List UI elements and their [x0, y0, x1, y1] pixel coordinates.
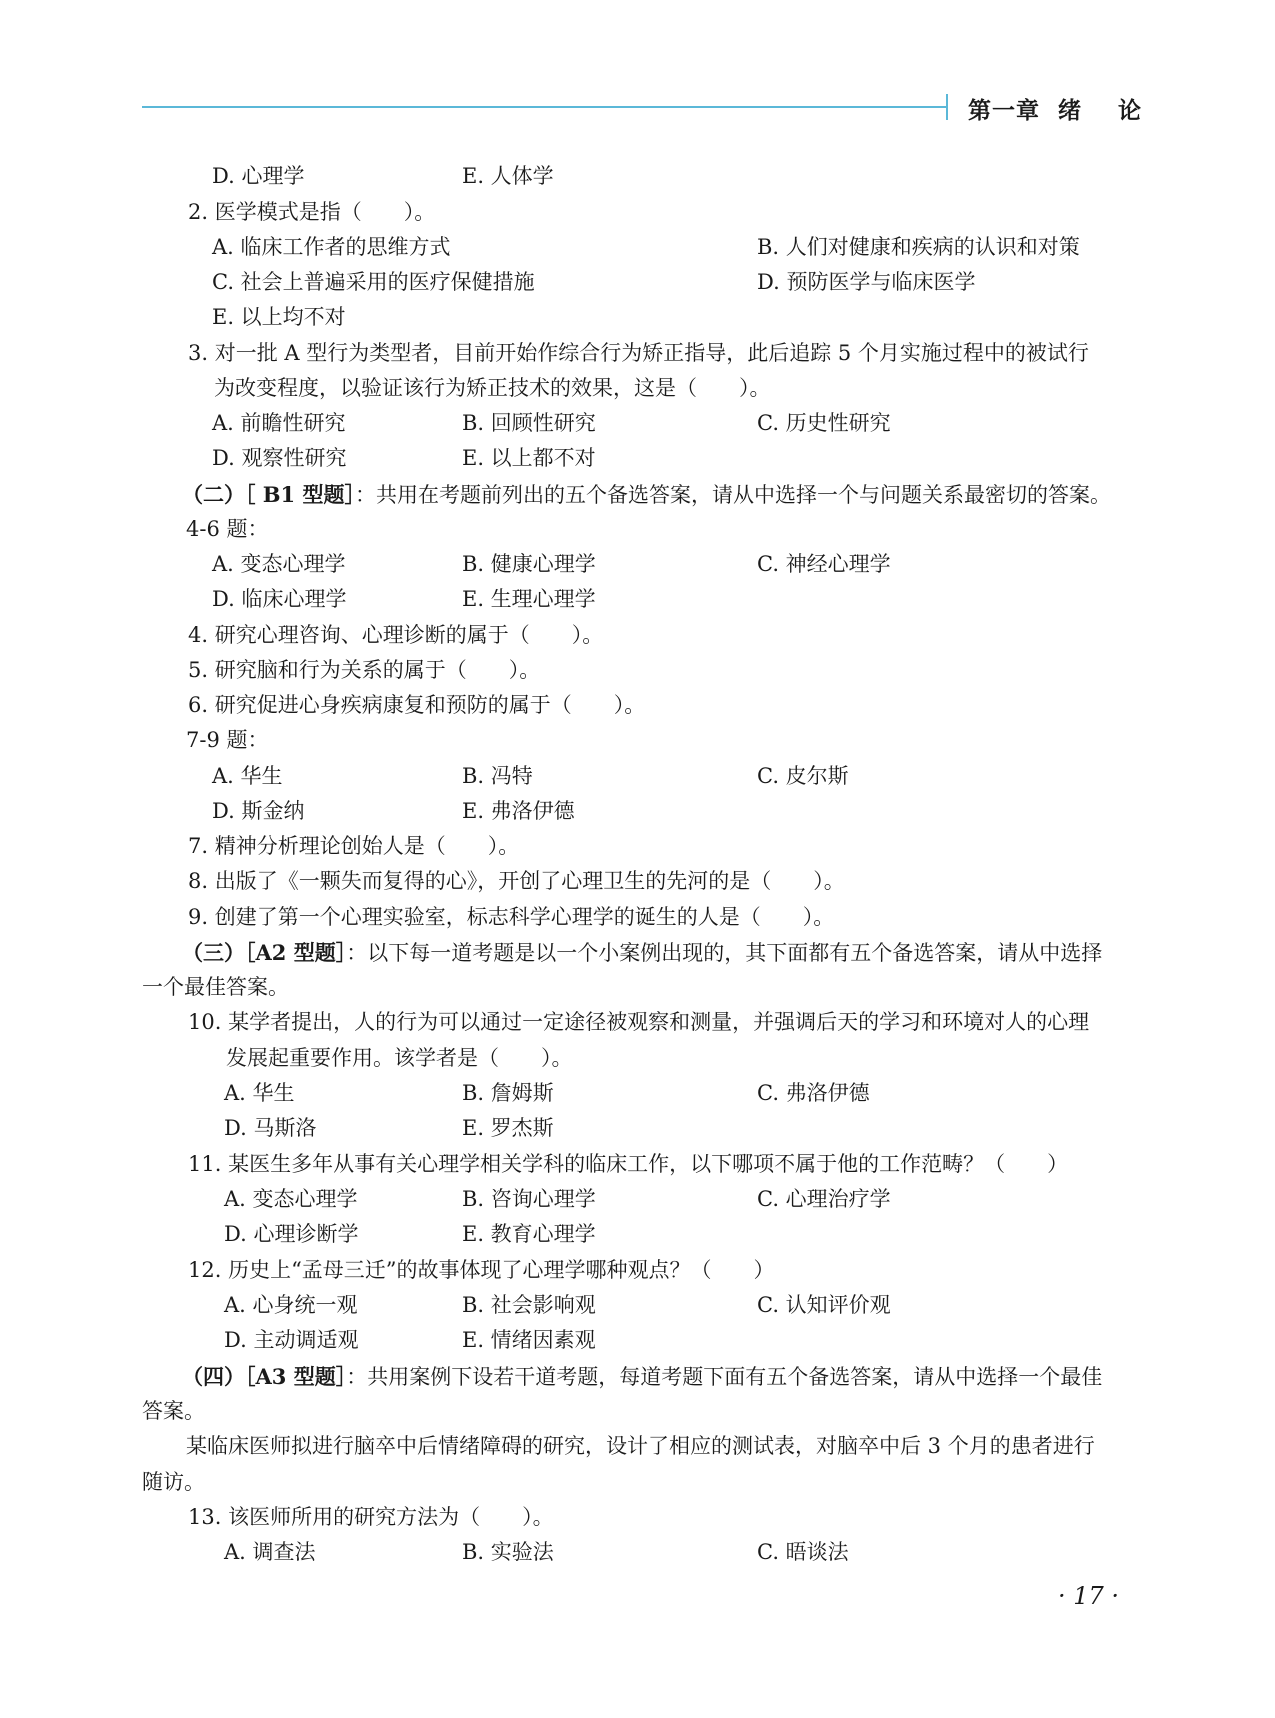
section-description-cont: 答案。 — [142, 1399, 205, 1423]
section-title: （四）［A3 型题］ — [182, 1364, 347, 1389]
question-stem: 4. 研究心理咨询、心理诊断的属于（ ）。 — [188, 623, 604, 647]
option-e: E. 生理心理学 — [462, 587, 596, 611]
option-a: A. 前瞻性研究 — [212, 411, 346, 435]
group-label: 7-9 题： — [186, 728, 269, 752]
chapter-title: 第一章 绪 论 — [968, 97, 1143, 124]
question-stem: 10. 某学者提出，人的行为可以通过一定途径被观察和测量，并强调后天的学习和环境对人的心理 — [188, 1010, 1090, 1034]
option-d: D. 预防医学与临床医学 — [757, 270, 976, 294]
question-stem-cont: 为改变程度，以验证该行为矫正技术的效果，这是（ ）。 — [214, 376, 771, 400]
option-e: E. 情绪因素观 — [462, 1328, 596, 1352]
option-d: D. 心理诊断学 — [224, 1222, 359, 1246]
section-heading — [182, 942, 1102, 964]
option-c: C. 神经心理学 — [757, 552, 891, 576]
section-description: ：共用案例下设若干道考题，每道考题下面有五个备选答案，请从中选择一个最佳 — [346, 1365, 1103, 1389]
question-stem: 7. 精神分析理论创始人是（ ）。 — [188, 834, 520, 858]
question-stem: 3. 对一批 A 型行为类型者，目前开始作综合行为矫正指导，此后追踪 5 个月实施过程中的被试行 — [188, 341, 1089, 365]
option-b: B. 回顾性研究 — [462, 411, 596, 435]
question-stem: 12. 历史上“孟母三迁”的故事体现了心理学哪种观点？（ ） — [188, 1258, 775, 1282]
section-description-cont: 一个最佳答案。 — [142, 975, 289, 999]
question-stem: 9. 创建了第一个心理实验室，标志科学心理学的诞生的人是（ ）。 — [188, 905, 835, 929]
option-a: A. 调查法 — [224, 1540, 316, 1564]
option-d: D. 心理学 — [212, 164, 305, 188]
option-b: B. 詹姆斯 — [462, 1081, 554, 1105]
case-text: 某临床医师拟进行脑卒中后情绪障碍的研究，设计了相应的测试表，对脑卒中后 3 个月的患者进行 — [186, 1434, 1095, 1458]
question-stem-cont: 发展起重要作用。该学者是（ ）。 — [226, 1046, 573, 1070]
option-d: D. 主动调适观 — [224, 1328, 359, 1352]
group-label: 4-6 题： — [186, 517, 269, 541]
option-a: A. 华生 — [212, 764, 283, 788]
section-title: （二）［ B1 型题］ — [182, 482, 355, 507]
option-d: D. 马斯洛 — [224, 1116, 317, 1140]
option-c: C. 心理治疗学 — [757, 1187, 891, 1211]
option-a: A. 华生 — [224, 1081, 295, 1105]
question-stem: 5. 研究脑和行为关系的属于（ ）。 — [188, 658, 541, 682]
section-heading — [182, 1366, 1102, 1388]
section-heading — [182, 484, 1111, 506]
header-rule — [142, 106, 946, 108]
option-b: B. 咨询心理学 — [462, 1187, 596, 1211]
option-c: C. 历史性研究 — [757, 411, 891, 435]
question-stem: 2. 医学模式是指（ ）。 — [188, 200, 436, 224]
option-b: B. 社会影响观 — [462, 1293, 596, 1317]
option-a: A. 临床工作者的思维方式 — [212, 235, 451, 259]
question-stem: 6. 研究促进心身疾病康复和预防的属于（ ）。 — [188, 693, 646, 717]
option-e: E. 以上都不对 — [462, 446, 596, 470]
section-description: ：共用在考题前列出的五个备选答案，请从中选择一个与问题关系最密切的答案。 — [354, 483, 1111, 507]
option-b: B. 健康心理学 — [462, 552, 596, 576]
page-number: · 17 · — [1058, 1582, 1120, 1610]
option-a: A. 变态心理学 — [224, 1187, 358, 1211]
option-c: C. 社会上普遍采用的医疗保健措施 — [212, 270, 535, 294]
option-e: E. 罗杰斯 — [462, 1116, 554, 1140]
option-e: E. 人体学 — [462, 164, 554, 188]
section-description: ：以下每一道考题是以一个小案例出现的，其下面都有五个备选答案，请从中选择 — [346, 941, 1103, 965]
option-c: C. 晤谈法 — [757, 1540, 849, 1564]
option-c: C. 弗洛伊德 — [757, 1081, 870, 1105]
header-rule-tick — [946, 94, 948, 120]
option-e: E. 教育心理学 — [462, 1222, 596, 1246]
option-c: C. 认知评价观 — [757, 1293, 891, 1317]
option-c: C. 皮尔斯 — [757, 764, 849, 788]
option-b: B. 实验法 — [462, 1540, 554, 1564]
case-text-cont: 随访。 — [142, 1470, 205, 1494]
question-stem: 13. 该医师所用的研究方法为（ ）。 — [188, 1505, 554, 1529]
option-a: A. 心身统一观 — [224, 1293, 358, 1317]
option-e: E. 弗洛伊德 — [462, 799, 575, 823]
option-b: B. 人们对健康和疾病的认识和对策 — [757, 235, 1080, 259]
question-stem: 11. 某医生多年从事有关心理学相关学科的临床工作，以下哪项不属于他的工作范畴？（ ） — [188, 1152, 1069, 1176]
section-title: （三）［A2 型题］ — [182, 940, 347, 965]
option-e: E. 以上均不对 — [212, 305, 346, 329]
question-stem: 8. 出版了《一颗失而复得的心》，开创了心理卫生的先河的是（ ）。 — [188, 869, 845, 893]
option-d: D. 观察性研究 — [212, 446, 347, 470]
option-a: A. 变态心理学 — [212, 552, 346, 576]
option-d: D. 斯金纳 — [212, 799, 305, 823]
option-d: D. 临床心理学 — [212, 587, 347, 611]
option-b: B. 冯特 — [462, 764, 533, 788]
